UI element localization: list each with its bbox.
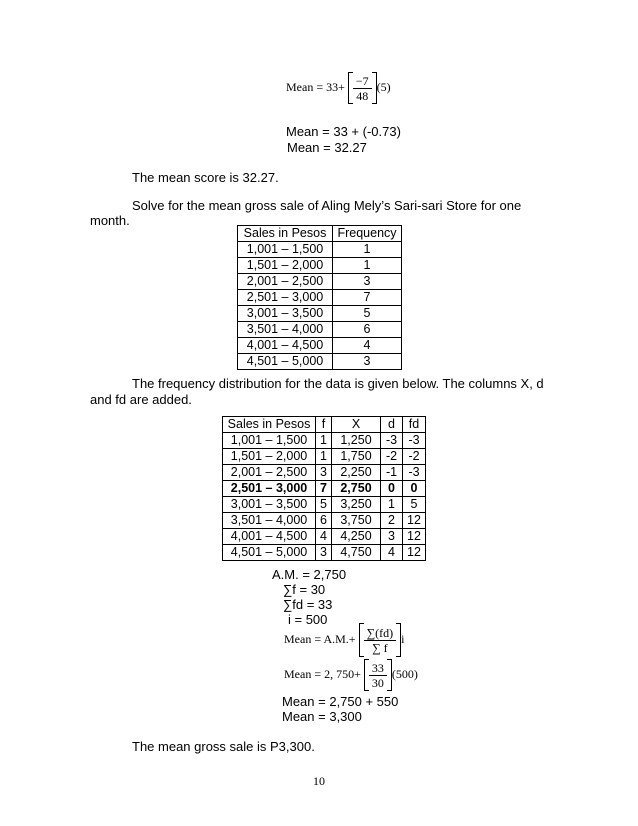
cell-sales: 3,501 – 4,000 — [238, 322, 333, 338]
formula-multiplier: (5) — [376, 79, 391, 94]
cell-x: 2,250 — [332, 465, 381, 481]
fraction-numerator: 33 — [369, 661, 387, 676]
cell-sales: 2,001 – 2,500 — [238, 274, 333, 290]
cell-fd: 12 — [403, 545, 426, 561]
formula-multiplier: (500) — [391, 666, 418, 681]
formula-equals: = — [314, 666, 322, 681]
header-sales: Sales in Pesos — [223, 417, 316, 433]
table-row-assumed-mean — [223, 481, 426, 497]
fd-text-line-2: and fd are added. — [90, 392, 192, 407]
formula-assumed-mean: A.M. — [323, 631, 349, 646]
cell-f: 7 — [316, 481, 332, 497]
gross-sale-sentence: The mean gross sale is P3,300. — [132, 739, 315, 754]
table-row — [238, 306, 402, 322]
cell-f: 6 — [316, 513, 332, 529]
formula-mean-score — [286, 72, 391, 104]
assumed-mean-line: A.M. = 2,750 — [272, 567, 347, 582]
table-row — [238, 354, 402, 370]
cell-d: 0 — [381, 481, 403, 497]
formula-fraction — [369, 661, 387, 690]
formula-lhs: Mean — [284, 666, 312, 681]
cell-f: 3 — [316, 545, 332, 561]
cell-x: 4,750 — [332, 545, 381, 561]
cell-f: 3 — [316, 465, 332, 481]
cell-f: 5 — [316, 497, 332, 513]
cell-sales: 3,501 – 4,000 — [223, 513, 316, 529]
table-row — [238, 322, 402, 338]
fraction-numerator: ∑(fd) — [364, 626, 397, 641]
formula-fraction — [353, 74, 372, 103]
table-row — [238, 290, 402, 306]
header-x: X — [332, 417, 381, 433]
header-sales: Sales in Pesos — [238, 226, 333, 242]
formula-mean-substituted — [284, 659, 418, 691]
cell-sales: 1,001 – 1,500 — [238, 242, 333, 258]
table-row — [238, 338, 402, 354]
cell-sales: 4,501 – 5,000 — [238, 354, 333, 370]
sum-fd-line: ∑fd = 33 — [283, 597, 333, 612]
cell-fd: -3 — [403, 465, 426, 481]
cell-x: 2,750 — [332, 481, 381, 497]
formula-constant: 2, 750 — [324, 666, 355, 681]
cell-sales: 1,501 – 2,000 — [238, 258, 333, 274]
table-row — [223, 529, 426, 545]
formula-lhs: Mean — [286, 79, 314, 94]
cell-f: 4 — [316, 529, 332, 545]
cell-sales: 4,001 – 4,500 — [223, 529, 316, 545]
sales-frequency-table — [237, 225, 402, 370]
table-row — [223, 545, 426, 561]
cell-f: 1 — [316, 433, 332, 449]
cell-sales: 1,001 – 1,500 — [223, 433, 316, 449]
cell-sales: 4,501 – 5,000 — [223, 545, 316, 561]
cell-d: -1 — [381, 465, 403, 481]
cell-sales: 4,001 – 4,500 — [238, 338, 333, 354]
cell-frequency: 3 — [333, 354, 402, 370]
mean-step-4: Mean = 3,300 — [282, 709, 362, 724]
fraction-numerator: −7 — [353, 74, 372, 89]
cell-frequency: 1 — [333, 258, 402, 274]
cell-fd: -3 — [403, 433, 426, 449]
problem-text-line-2: month. — [90, 213, 130, 228]
header-fd: fd — [403, 417, 426, 433]
mean-step-1: Mean = 33 + (-0.73) — [286, 124, 401, 139]
cell-frequency: 6 — [333, 322, 402, 338]
sum-f-line: ∑f = 30 — [283, 582, 326, 597]
formula-fraction — [364, 626, 397, 655]
cell-sales: 3,001 – 3,500 — [238, 306, 333, 322]
cell-frequency: 1 — [333, 242, 402, 258]
fraction-denominator: 30 — [371, 675, 384, 690]
table-header-row — [238, 226, 402, 242]
cell-fd: -2 — [403, 449, 426, 465]
table-row — [223, 465, 426, 481]
table-row — [238, 242, 402, 258]
cell-x: 4,250 — [332, 529, 381, 545]
table-row — [223, 449, 426, 465]
cell-fd: 12 — [403, 513, 426, 529]
fd-text-line-1: The frequency distribution for the data is given below. The columns X, d — [132, 376, 544, 391]
cell-frequency: 3 — [333, 274, 402, 290]
cell-d: 1 — [381, 497, 403, 513]
header-d: d — [381, 417, 403, 433]
mean-score-sentence: The mean score is 32.27. — [132, 170, 279, 185]
cell-d: 4 — [381, 545, 403, 561]
frequency-distribution-table — [222, 416, 426, 561]
fraction-denominator: ∑ f — [372, 640, 388, 655]
cell-x: 3,750 — [332, 513, 381, 529]
formula-lhs: Mean — [284, 631, 312, 646]
formula-equals: = — [316, 79, 324, 94]
table-row — [238, 274, 402, 290]
cell-sales: 1,501 – 2,000 — [223, 449, 316, 465]
header-frequency: Frequency — [333, 226, 402, 242]
interval-line: i = 500 — [288, 612, 328, 627]
table-row — [223, 497, 426, 513]
mean-step-2: Mean = 32.27 — [287, 140, 367, 155]
cell-sales: 2,501 – 3,000 — [238, 290, 333, 306]
cell-frequency: 7 — [333, 290, 402, 306]
formula-plus: + — [338, 79, 345, 94]
cell-frequency: 4 — [333, 338, 402, 354]
table-row — [223, 513, 426, 529]
formula-equals: = — [314, 631, 322, 646]
page-number: 10 — [313, 774, 325, 788]
cell-x: 1,750 — [332, 449, 381, 465]
table-row — [223, 433, 426, 449]
cell-f: 1 — [316, 449, 332, 465]
cell-sales: 2,001 – 2,500 — [223, 465, 316, 481]
cell-d: -3 — [381, 433, 403, 449]
cell-fd: 5 — [403, 497, 426, 513]
cell-fd: 0 — [403, 481, 426, 497]
cell-d: 3 — [381, 529, 403, 545]
cell-sales: 2,501 – 3,000 — [223, 481, 316, 497]
fraction-denominator: 48 — [356, 88, 369, 103]
formula-mean-general — [284, 623, 404, 657]
header-f: f — [316, 417, 332, 433]
mean-step-3: Mean = 2,750 + 550 — [282, 694, 399, 709]
formula-plus: + — [348, 631, 356, 646]
formula-multiplier: i — [401, 631, 405, 646]
cell-d: -2 — [381, 449, 403, 465]
cell-x: 1,250 — [332, 433, 381, 449]
table-header-row — [223, 417, 426, 433]
cell-sales: 3,001 – 3,500 — [223, 497, 316, 513]
cell-d: 2 — [381, 513, 403, 529]
formula-constant: 33 — [326, 79, 339, 94]
table-row — [238, 258, 402, 274]
problem-text-line-1: Solve for the mean gross sale of Aling Mely’s Sari-sari Store for one — [132, 198, 522, 213]
formula-plus: + — [354, 666, 361, 681]
cell-frequency: 5 — [333, 306, 402, 322]
cell-x: 3,250 — [332, 497, 381, 513]
cell-fd: 12 — [403, 529, 426, 545]
